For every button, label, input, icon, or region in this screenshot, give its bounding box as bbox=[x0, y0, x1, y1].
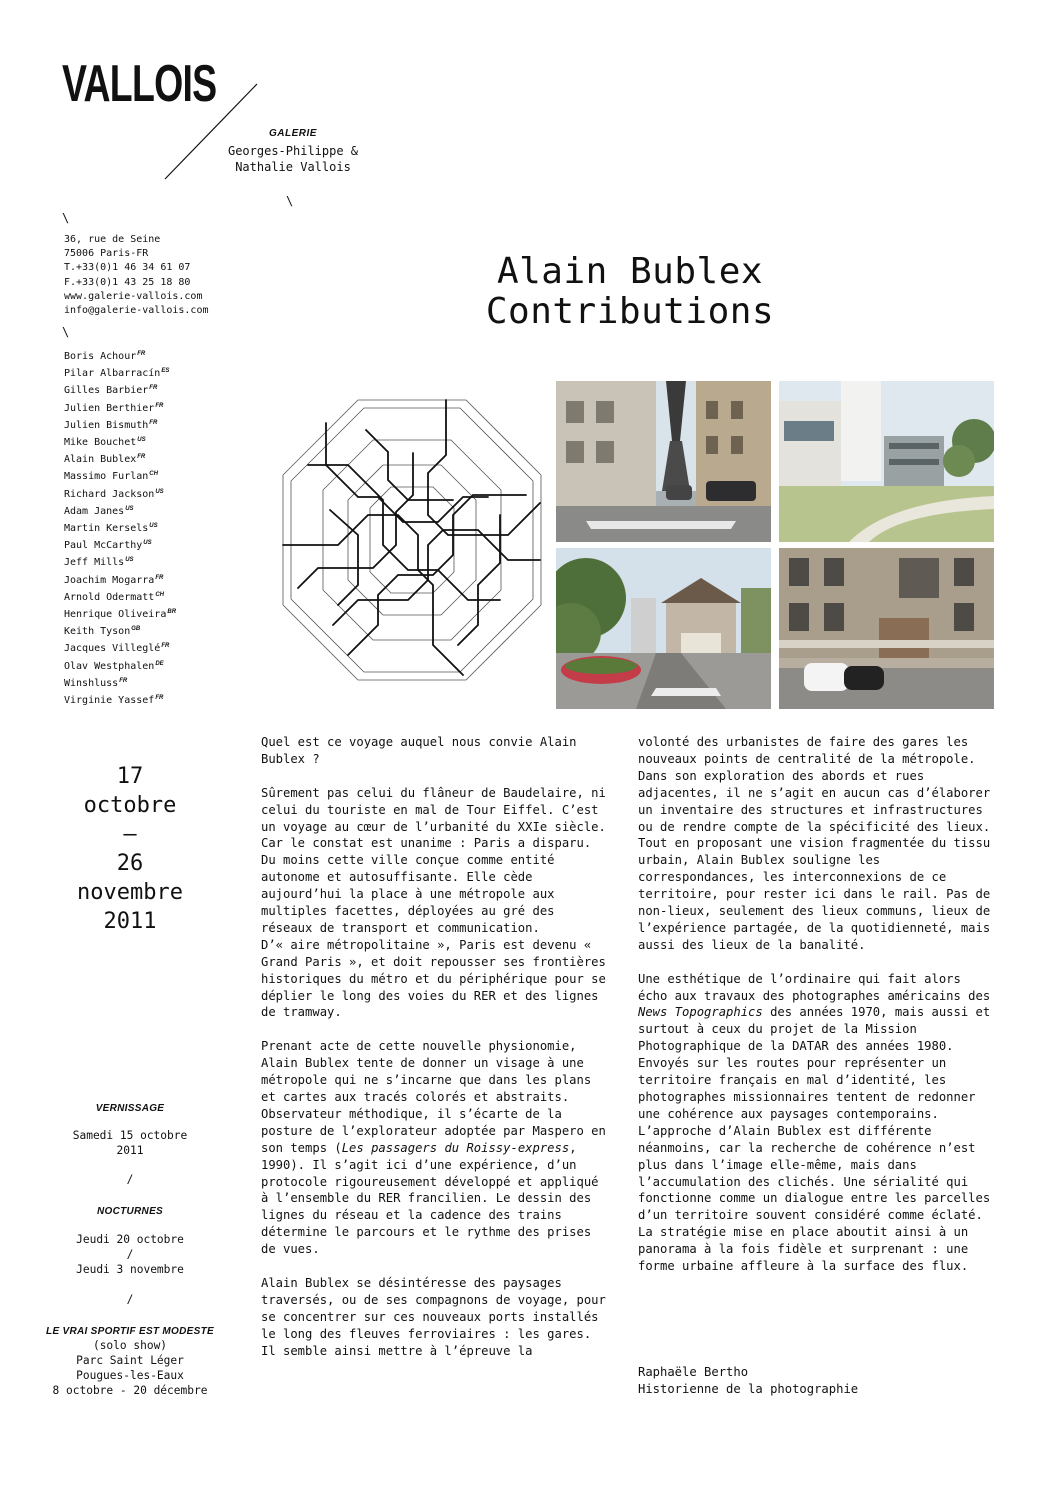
artist-list bbox=[64, 347, 176, 708]
end-day: 26 bbox=[116, 851, 144, 876]
country-code: FR bbox=[137, 351, 146, 357]
artist-name: Alain Bublex bbox=[64, 454, 137, 466]
solo-show-venue: Parc Saint Léger bbox=[76, 1354, 184, 1367]
start-month: octobre bbox=[83, 793, 177, 818]
country-code: CH bbox=[149, 471, 158, 478]
photo-eiffel-street bbox=[556, 381, 771, 542]
country-code: FR bbox=[149, 385, 158, 392]
country-code: US bbox=[155, 488, 164, 495]
artist-item bbox=[64, 381, 176, 398]
backslash-mark: \ bbox=[62, 325, 70, 339]
country-code: US bbox=[125, 557, 134, 564]
paragraph: volonté des urbanistes de faire des gares les nouveaux points de centralité de la métropole. Dans son exploration des abords et rues adjacentes, il ne s’agit en aucun cas d’élaborer un inventaire des structures et infrastructures ou de rendre compte de la spécificité des lieux. Tout en proposant une vision fragmentée du tissu urbain, Alain Bublex souligne les correspondances, les interconnexions de ce territoire, pour rester ici dans le rail. Pas de non-lieux, seulement des lieux communs, lieux de l’expérience partagée, de la quotidienneté, mais aussi des lieux de la banalité. bbox=[638, 735, 991, 952]
fax-line: F.+33(0)1 43 25 18 80 bbox=[64, 276, 191, 288]
country-code: FR bbox=[155, 402, 164, 409]
start-day: 17 bbox=[116, 764, 144, 789]
artist-name: Keith Tyson bbox=[64, 626, 131, 638]
country-code: FR bbox=[119, 677, 128, 684]
artist-item bbox=[64, 691, 176, 708]
paragraph: Alain Bublex se désintéresse des paysages traversés, ou de ses compagnons de voyage, pour se concentrer sur ces nouveaux ports installés le long des fleuves ferroviaires : les gares. Il semble ainsi mettre à l’épreuve la bbox=[261, 1275, 606, 1358]
author-name: Raphaële Bertho bbox=[638, 1365, 749, 1379]
artist-name: Virginie Yassef bbox=[64, 695, 155, 707]
artist-item bbox=[64, 485, 176, 502]
artist-name: Henrique Oliveira bbox=[64, 609, 167, 621]
artist-name: Adam Janes bbox=[64, 505, 125, 517]
solo-show-city: Pougues-les-Eaux bbox=[76, 1369, 184, 1382]
phone-line: T.+33(0)1 46 34 61 07 bbox=[64, 262, 191, 274]
date-separator: — bbox=[123, 822, 137, 847]
artist-name: Pilar Albarracín bbox=[64, 368, 161, 380]
artist-item bbox=[64, 553, 176, 570]
country-code: FR bbox=[155, 695, 164, 702]
vernissage-label: VERNISSAGE bbox=[95, 1103, 165, 1114]
artist-item bbox=[64, 674, 176, 691]
artist-name: Julien Bismuth bbox=[64, 419, 149, 431]
author-role: Historienne de la photographie bbox=[638, 1381, 859, 1396]
artist-name: Gilles Barbier bbox=[64, 385, 149, 397]
info-separator: / bbox=[126, 1293, 134, 1306]
country-code: US bbox=[137, 437, 146, 444]
gallery-logo: VALLOIS bbox=[62, 55, 217, 113]
artist-item bbox=[64, 588, 176, 605]
paragraph: Une esthétique de l’ordinaire qui fait alors écho aux travaux des photographes américains des News Topographics des années 1970, mais aussi et surtout à ceux du projet de la Mission Photographique de la DATAR des années 1980. Envoyés sur les routes pour représenter un territoire français en mal d’identité, les photographes missionnaires tentent de redonner une cohérence aux paysages contemporains. L’approche d’Alain Bublex est différente néanmoins, car la recherche de cohérence n’est plus dans l’image elle-même, mais dans l’accumulation des clichés. Une sérialité qui fonctionne comme un dialogue entre les parcelles d’un territoire souvent considéré comme éclaté. La stratégie mise en place aboutit ainsi à un panorama à la fois fidèle et surprenant : une forme urbaine affleure à la surface des flux. bbox=[638, 971, 991, 1274]
country-code: FR bbox=[149, 419, 158, 426]
backslash-mark: \ bbox=[62, 211, 70, 225]
solo-show-dates: 8 octobre - 20 décembre bbox=[52, 1384, 208, 1397]
exhibition-title: Contributions bbox=[485, 291, 775, 332]
address-line: 36, rue de Seine bbox=[64, 234, 161, 245]
artist-name: Boris Achour bbox=[64, 351, 137, 362]
postcode-line: 75006 Paris-FR bbox=[64, 248, 149, 260]
artist-name: Olav Westphalen bbox=[64, 660, 155, 672]
artist-item bbox=[64, 502, 176, 519]
galerie-label: GALERIE bbox=[269, 128, 317, 139]
end-month: novembre bbox=[77, 880, 183, 905]
website-link[interactable]: www.galerie-vallois.com bbox=[64, 290, 203, 302]
email-link[interactable]: info@galerie-vallois.com bbox=[64, 305, 209, 317]
artist-name: Winshluss bbox=[64, 677, 119, 689]
artist-item bbox=[64, 519, 176, 536]
country-code: FR bbox=[137, 454, 146, 461]
backslash-mark: \ bbox=[286, 194, 294, 208]
artist-item bbox=[64, 657, 176, 674]
artist-name: Joachim Mogarra bbox=[64, 574, 155, 586]
artist-name: Massimo Furlan bbox=[64, 471, 149, 483]
country-code: FR bbox=[155, 574, 164, 581]
country-code: BR bbox=[167, 609, 177, 616]
artist-item bbox=[64, 347, 176, 364]
paragraph: Sûrement pas celui du flâneur de Baudelaire, ni celui du touriste en mal de Tour Eiffel. C’est un voyage au cœur de l’urbanité du XXIe siècle. Car le constat est unanime : Paris a disparu. Du moins cette ville conçue comme entité autonome et autosuffisante. Elle cède aujourd’hui la place à une métropole aux multiples facettes, déployées au gré des réseaux de transport et communication. bbox=[261, 785, 606, 935]
country-code: US bbox=[149, 523, 158, 530]
artist-item bbox=[64, 639, 176, 656]
exhibition-artist: Alain Bublex bbox=[496, 251, 764, 292]
artist-name: Jeff Mills bbox=[64, 557, 125, 569]
solo-show-title: LE VRAI SPORTIF EST MODESTE bbox=[46, 1326, 214, 1337]
artist-item bbox=[64, 433, 176, 450]
country-code: FR bbox=[161, 643, 170, 650]
artist-name: Julien Berthier bbox=[64, 402, 155, 414]
artist-item bbox=[64, 364, 176, 381]
country-code: ES bbox=[161, 368, 170, 375]
solo-show-type: (solo show) bbox=[92, 1339, 168, 1352]
artist-item bbox=[64, 416, 176, 433]
artist-item bbox=[64, 399, 176, 416]
paragraph: D’« aire métropolitaine », Paris est devenu « Grand Paris », et doit repousser ses frontières historiques du métro et du périphérique pour se déplier le long des voies du RER et des lignes de tramway. bbox=[261, 937, 606, 1020]
paragraph: Prenant acte de cette nouvelle physionomie, Alain Bublex tente de donner un visage à une métropole qui ne s’incarne que dans les plans et cartes aux tracés colorés et abstraits. Observateur méthodique, il s’écarte de la posture de l’explorateur adoptée par Maspero en son temps (Les passagers du Roissy-express, 1990). Il s’agit ici d’une expérience, d’un protocole rigoureusement développé et appliqué à l’ensemble du RER francilien. Le dessin des lignes du réseau et la cadence des trains détermine le parcours et le rythme des prises de vues. bbox=[261, 1039, 606, 1257]
artist-name: Jacques Villeglé bbox=[64, 643, 161, 655]
artist-name: Mike Bouchet bbox=[64, 437, 137, 449]
artist-item bbox=[64, 450, 176, 467]
info-separator: / bbox=[126, 1173, 134, 1186]
photo-suburban-street bbox=[556, 548, 771, 709]
vernissage-date: Samedi 15 octobre 2011 bbox=[72, 1129, 188, 1157]
nocturne-date-2: Jeudi 3 novembre bbox=[76, 1263, 184, 1276]
signature bbox=[638, 1364, 996, 1398]
country-code: GB bbox=[131, 626, 141, 633]
country-code: DE bbox=[155, 660, 164, 667]
artist-item bbox=[64, 622, 176, 639]
nocturnes-label: NOCTURNES bbox=[96, 1206, 164, 1217]
essay-column-left bbox=[261, 734, 613, 1376]
country-code: US bbox=[125, 505, 134, 512]
country-code: US bbox=[143, 540, 152, 547]
artist-name: Paul McCarthy bbox=[64, 540, 143, 552]
artist-item bbox=[64, 536, 176, 553]
photo-modern-buildings bbox=[779, 381, 994, 542]
artist-name: Richard Jackson bbox=[64, 488, 155, 500]
exhibition-dates bbox=[40, 762, 220, 936]
artist-item bbox=[64, 605, 176, 622]
paragraph: Quel est ce voyage auquel nous convie Alain Bublex ? bbox=[261, 735, 577, 766]
artist-item bbox=[64, 467, 176, 484]
essay-column-right bbox=[638, 734, 996, 1292]
contact-block bbox=[64, 233, 209, 318]
artist-name: Martin Kersels bbox=[64, 523, 149, 535]
galerie-names: Georges-Philippe & Nathalie Vallois bbox=[227, 144, 359, 174]
artist-name: Arnold Odermatt bbox=[64, 591, 155, 603]
country-code: CH bbox=[155, 591, 164, 598]
rer-network-map bbox=[278, 395, 546, 685]
end-year: 2011 bbox=[103, 909, 157, 934]
nocturne-date-1: Jeudi 20 octobre bbox=[76, 1233, 184, 1246]
artist-item bbox=[64, 571, 176, 588]
photo-haussmann-facade bbox=[779, 548, 994, 709]
info-separator: / bbox=[126, 1248, 134, 1261]
